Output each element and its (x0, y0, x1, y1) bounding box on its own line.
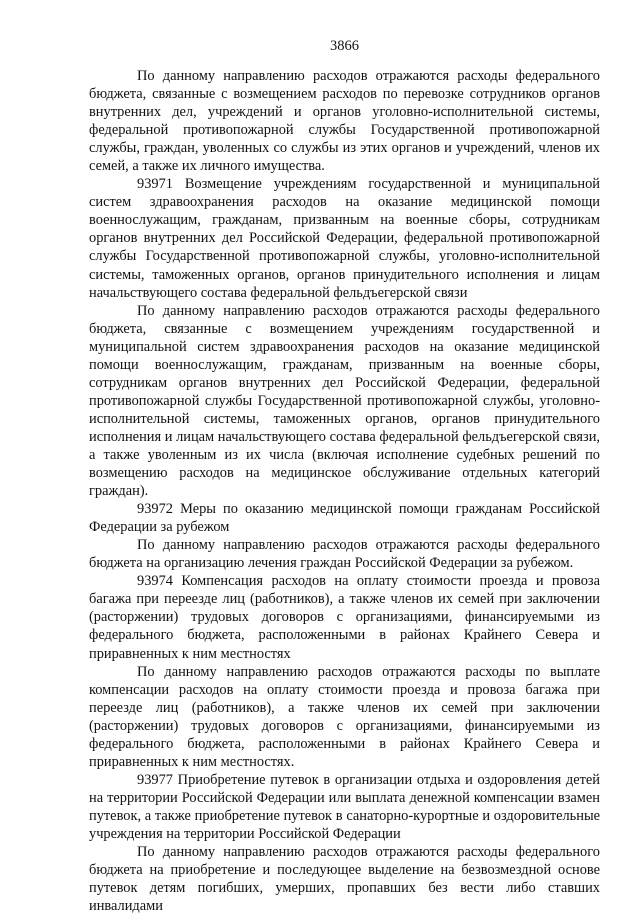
page-number: 3866 (330, 38, 359, 54)
section-heading: 93972 Меры по оказанию медицинской помощи гражданам Российской Федерации за рубежом (89, 501, 600, 536)
paragraph: По данному направлению расходов отражаются расходы федерального бюджета, связанные с возмещением учреждениям государственной и муниципальной систем здравоохранения расходов на оказание медицинской помощи военнослужащим, гражданам, призванным на военные сборы, сотрудникам органов внутренних дел Российской Федерации, федеральной противопожарной службы Государственной противопожарной службы, уголовно-исполнительной системы, таможенных органов, органов принудительного исполнения и лицам начальствующего состава федеральной фельдъегерской связи, а также уволенным из их числа (включая исполнение судебных решений по возмещению расходов на медицинское обслуживание отдельных категорий граждан). (89, 302, 600, 500)
document-page (89, 0, 600, 915)
paragraph: По данному направлению расходов отражаются расходы федерального бюджета, связанные с возмещением расходов по перевозке сотрудников органов внутренних дел, учреждений и органов уголовно-исполнительной системы, федеральной противопожарной службы Государственной противопожарной службы, граждан, уволенных со службы из этих органов и учреждений, членов их семей, а также их личного имущества. (89, 68, 600, 175)
paragraph: По данному направлению расходов отражаются расходы по выплате компенсации расходов на оплату стоимости проезда и провоза багажа при переезде лиц (работников), а также членов их семей при заключении (расторжении) трудовых договоров с организациями, финансируемыми из федерального бюджета, расположенными в районах Крайнего Севера и приравненных к ним местностях. (89, 663, 600, 770)
paragraph: По данному направлению расходов отражаются расходы федерального бюджета на организацию лечения граждан Российской Федерации за рубежом. (89, 537, 600, 572)
section-heading: 93977 Приобретение путевок в организации отдыха и оздоровления детей на территории Российской Федерации или выплата денежной компенсации взамен путевок, а также приобретение путевок в санаторно-курортные и оздоровительные учреждения на территории Российской Федерации (89, 771, 600, 842)
paragraph: По данному направлению расходов отражаются расходы федерального бюджета на приобретение и последующее выделение на безвозмездной основе путевок детям погибших, умерших, пропавших без вести либо ставших инвалидами (89, 844, 600, 915)
section-heading: 93971 Возмещение учреждениям государственной и муниципальной систем здравоохранения расходов на оказание медицинской помощи военнослужащим, гражданам, призванным на военные сборы, сотрудникам органов внутренних дел Российской Федерации, федеральной противопожарной службы Государственной противопожарной службы, уголовно-исполнительной системы, таможенных органов, органов принудительного исполнения и лицам начальствующего состава федеральной фельдъегерской связи (89, 176, 600, 301)
section-heading: 93974 Компенсация расходов на оплату стоимости проезда и провоза багажа при переезде лиц (работников), а также членов их семей при заключении (расторжении) трудовых договоров с организациями, финансируемыми из федерального бюджета, расположенными в районах Крайнего Севера и приравненных к ним местностях (89, 573, 600, 662)
